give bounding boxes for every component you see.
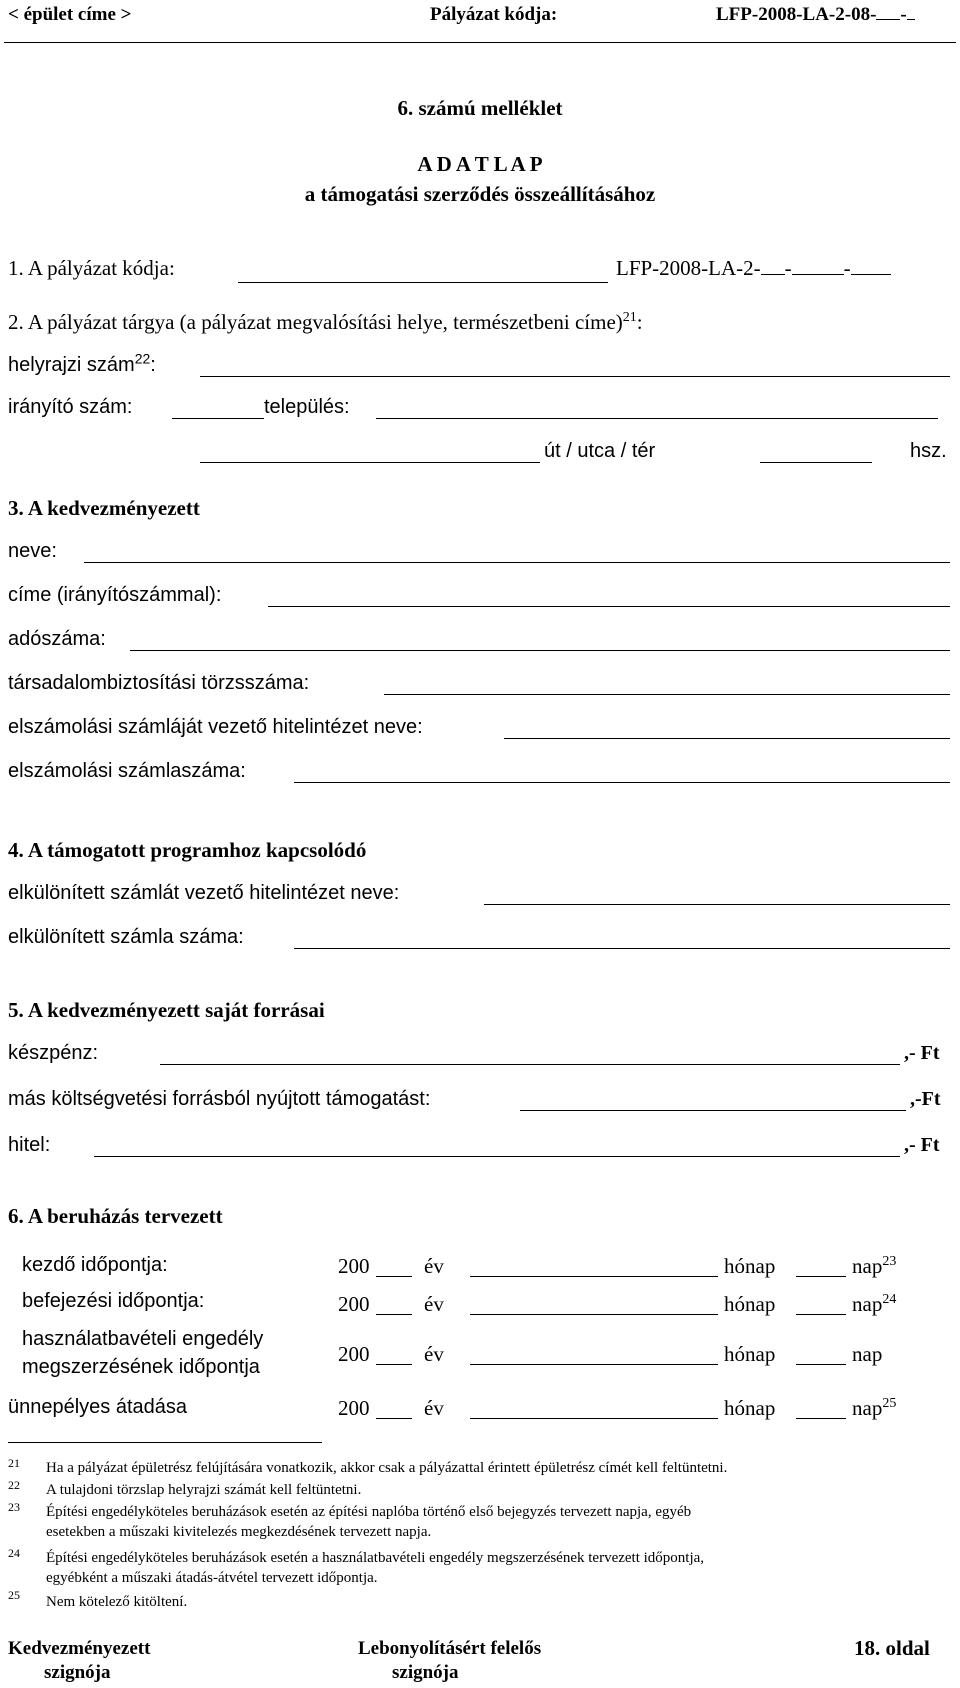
utca-label: út / utca / tér	[544, 440, 656, 462]
taj-label: társadalombiztosítási törzsszáma:	[8, 672, 310, 694]
iranyito-field[interactable]	[172, 418, 264, 419]
iranyito-label: irányító szám:	[8, 396, 133, 418]
helyrajzi-label: helyrajzi szám$^{22}$:	[8, 350, 156, 376]
s2-label: 2. A pályázat tárgya (a pályázat megvalósítási helye, természetbeni címe)$^{21}$:	[8, 310, 643, 334]
s6-ev: év	[424, 1254, 444, 1278]
s6-row-label: ünnepélyes átadása	[8, 1396, 188, 1418]
bank-label: elszámolási számláját vezető hitelintézet neve:	[8, 716, 423, 738]
s6-ev: év	[424, 1292, 444, 1316]
adoszama-field[interactable]	[130, 650, 950, 651]
keszpenz-unit: ,- Ft	[904, 1042, 940, 1064]
s6-row-label: kezdő időpontja:	[22, 1254, 168, 1276]
annex-title: 6. számú melléklet	[397, 96, 563, 120]
footnote-text: Ha a pályázat épületrész felújítására vonatkozik, akkor csak a pályázattal érintett épületrész címét kell feltüntetni.	[46, 1460, 728, 1476]
s6-year: 200	[338, 1342, 370, 1366]
s1-label: 1. A pályázat kódja:	[8, 256, 175, 280]
footnote-text-cont: egyébként a műszaki átadás-átvétel tervezett időpontja.	[46, 1570, 378, 1586]
s6-row-label: használatbavételi engedély	[22, 1328, 264, 1350]
telepules-label: település:	[264, 396, 350, 418]
s6-nap: nap$^{25}$	[852, 1396, 897, 1420]
footer-beneficiary-sign: szignója	[44, 1662, 111, 1683]
s5-label: 5. A kedvezményezett saját forrásai	[8, 998, 325, 1022]
header-rule	[4, 42, 956, 43]
keszpenz-label: készpénz:	[8, 1042, 99, 1064]
s4-szamla-field[interactable]	[294, 948, 950, 949]
footer-responsible: Lebonyolításért felelős	[358, 1638, 542, 1659]
s4-label: 4. A támogatott programhoz kapcsolódó	[8, 838, 367, 862]
footer-beneficiary: Kedvezményezett	[8, 1638, 151, 1659]
bank-field[interactable]	[504, 738, 950, 739]
hitel-label: hitel:	[8, 1134, 51, 1156]
telepules-field[interactable]	[376, 418, 938, 419]
s6-month-field[interactable]	[470, 1276, 718, 1277]
footnote-text-cont: esetekben a műszaki kivitelezés megkezdésének tervezett napja.	[46, 1524, 432, 1540]
helyrajzi-field[interactable]	[200, 376, 950, 377]
neve-label: neve:	[8, 540, 57, 562]
s6-year: 200	[338, 1292, 370, 1316]
form-subtitle: a támogatási szerződés összeállításához	[304, 182, 656, 206]
mas-label: más költségvetési forrásból nyújtott támogatást:	[8, 1088, 431, 1110]
s6-year: 200	[338, 1396, 370, 1420]
keszpenz-field[interactable]	[160, 1064, 900, 1065]
footnote-number: 23	[8, 1500, 20, 1514]
s6-nap: nap	[852, 1342, 883, 1366]
footnote-text: A tulajdoni törzslap helyrajzi számát kell feltüntetni.	[46, 1482, 362, 1498]
footer-responsible-sign: szignója	[392, 1662, 459, 1683]
s6-row-label-2: megszerzésének időpontja	[22, 1356, 260, 1378]
footnote-separator	[8, 1442, 322, 1443]
mas-field[interactable]	[520, 1110, 906, 1111]
footnote-number: 25	[8, 1588, 20, 1602]
s6-day-field[interactable]	[796, 1314, 846, 1315]
s6-honap: hónap	[724, 1292, 776, 1316]
neve-field[interactable]	[84, 562, 950, 563]
form-title: A D A T L A P	[417, 152, 543, 176]
s6-day-field[interactable]	[796, 1364, 846, 1365]
s6-year-field[interactable]	[376, 1364, 412, 1365]
footnote-text: Építési engedélyköteles beruházások esetén a használatbavételi engedély megszerzésének tervezett időpontja,	[46, 1550, 705, 1566]
s6-year-field[interactable]	[376, 1418, 412, 1419]
s4-bank-field[interactable]	[484, 904, 950, 905]
footnote-number: 21	[8, 1456, 20, 1470]
szamla-field[interactable]	[294, 782, 950, 783]
footnote-text: Nem kötelező kitöltení.	[46, 1594, 188, 1610]
page-number: 18. oldal	[854, 1636, 930, 1660]
s4-bank-label: elkülönített számlát vezető hitelintézet neve:	[8, 882, 400, 904]
footnote-text: Építési engedélyköteles beruházások esetén az építési naplóba történő első bejegyzés tervezett napja, egyéb	[46, 1504, 692, 1520]
s6-honap: hónap	[724, 1342, 776, 1366]
taj-field[interactable]	[384, 694, 950, 695]
s6-month-field[interactable]	[470, 1314, 718, 1315]
s1-code: LFP-2008-LA-2- - -	[616, 256, 891, 281]
s6-honap: hónap	[724, 1396, 776, 1420]
hitel-field[interactable]	[94, 1156, 900, 1157]
szamla-label: elszámolási számlaszáma:	[8, 760, 246, 782]
s6-label: 6. A beruházás tervezett	[8, 1204, 223, 1228]
cime-label: címe (irányítószámmal):	[8, 584, 222, 606]
s4-szamla-label: elkülönített számla száma:	[8, 926, 244, 948]
s6-month-field[interactable]	[470, 1364, 718, 1365]
s6-year-field[interactable]	[376, 1314, 412, 1315]
header-building: < épület címe >	[8, 4, 132, 25]
footnote-number: 22	[8, 1478, 20, 1492]
hitel-unit: ,- Ft	[904, 1134, 940, 1156]
s6-day-field[interactable]	[796, 1276, 846, 1277]
mas-unit: ,-Ft	[910, 1088, 941, 1110]
s6-nap: nap$^{23}$	[852, 1254, 897, 1278]
hsz-label: hsz.	[910, 440, 947, 462]
s6-ev: év	[424, 1396, 444, 1420]
adoszama-label: adószáma:	[8, 628, 106, 650]
s6-ev: év	[424, 1342, 444, 1366]
s1-field[interactable]	[238, 282, 608, 283]
s6-day-field[interactable]	[796, 1418, 846, 1419]
s6-month-field[interactable]	[470, 1418, 718, 1419]
footnote-number: 24	[8, 1546, 20, 1560]
cime-field[interactable]	[268, 606, 950, 607]
s3-label: 3. A kedvezményezett	[8, 496, 200, 520]
street-name-field[interactable]	[200, 462, 540, 463]
header-code-label: Pályázat kódja:	[430, 4, 558, 25]
s6-year-field[interactable]	[376, 1276, 412, 1277]
s6-row-label: befejezési időpontja:	[22, 1290, 205, 1312]
hsz-field[interactable]	[760, 462, 872, 463]
s6-year: 200	[338, 1254, 370, 1278]
header-code: LFP-2008-LA-2-08- -	[716, 4, 915, 26]
s6-nap: nap$^{24}$	[852, 1292, 897, 1316]
s6-honap: hónap	[724, 1254, 776, 1278]
